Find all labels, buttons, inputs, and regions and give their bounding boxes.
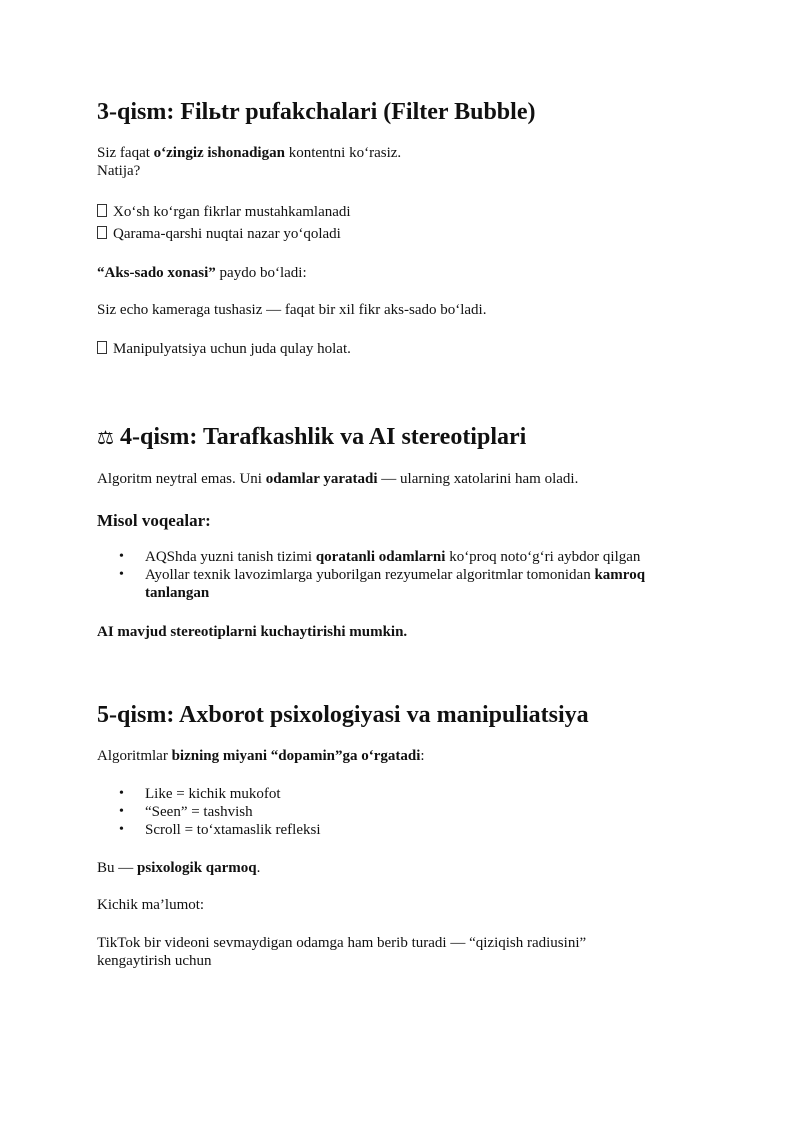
section-5-intro: Algoritmlar bizning miyani “dopamin”ga o‘rgatadi:	[97, 748, 425, 764]
section-4-heading: ⚖ 4-qism: Tarafkashlik va AI stereotiplari	[97, 424, 527, 450]
section-3-intro: Siz faqat o‘zingiz ishonadigan kontentni ko‘rasiz.	[97, 145, 402, 161]
examples-subheading: Misol voqealar:	[97, 511, 211, 530]
psych-trap-line: Bu — psixologik qarmoq.	[97, 860, 261, 876]
dopamine-list	[97, 785, 717, 839]
section-4-conclusion: AI mavjud stereotiplarni kuchaytirishi mumkin.	[97, 624, 408, 640]
section-4-intro: Algoritm neytral emas. Uni odamlar yaratadi — ularning xatolarini ham oladi.	[97, 471, 579, 487]
missing-glyph-icon	[97, 341, 107, 354]
list-item: • Ayollar texnik lavozimlarga yuborilgan rezyumelar algoritmlar tomonidan kamroq tanlangan	[97, 566, 705, 602]
section-5-heading: 5-qism: Axborot psixologiyasi va manipuliatsiya	[97, 702, 589, 728]
list-item: • “Seen” = tashvish	[97, 803, 717, 821]
missing-glyph-icon	[97, 204, 107, 217]
natija-label: Natija?	[97, 163, 141, 179]
tiktok-note: TikTok bir videoni sevmaydigan odamga ham berib turadi — “qiziqish radiusini” kengaytirish uchun	[97, 935, 587, 969]
list-item: • Scroll = to‘xtamaslik refleksi	[97, 821, 717, 839]
manipulation-note: Manipulyatsiya uchun juda qulay holat.	[97, 340, 351, 358]
missing-glyph-icon	[97, 226, 107, 239]
bubble-item-1: Xo‘sh ko‘rgan fikrlar mustahkamlanadi	[97, 203, 351, 221]
echo-chamber-text: Siz echo kameraga tushasiz — faqat bir xil fikr aks-sado bo‘ladi.	[97, 302, 487, 318]
list-item: • AQShda yuzni tanish tizimi qoratanli odamlarni ko‘proq noto‘g‘ri aybdor qilgan	[97, 548, 717, 566]
small-info-label: Kichik ma’lumot:	[97, 897, 205, 913]
examples-list	[97, 548, 717, 602]
bubble-item-2: Qarama-qarshi nuqtai nazar yo‘qoladi	[97, 225, 341, 243]
section-3-heading: 3-qism: Filьtr pufakchalari (Filter Bubble)	[97, 99, 536, 125]
scales-icon: ⚖	[97, 427, 115, 449]
list-item: • Like = kichik mukofot	[97, 785, 717, 803]
echo-chamber-line: “Aks-sado xonasi” paydo bo‘ladi:	[97, 265, 307, 281]
